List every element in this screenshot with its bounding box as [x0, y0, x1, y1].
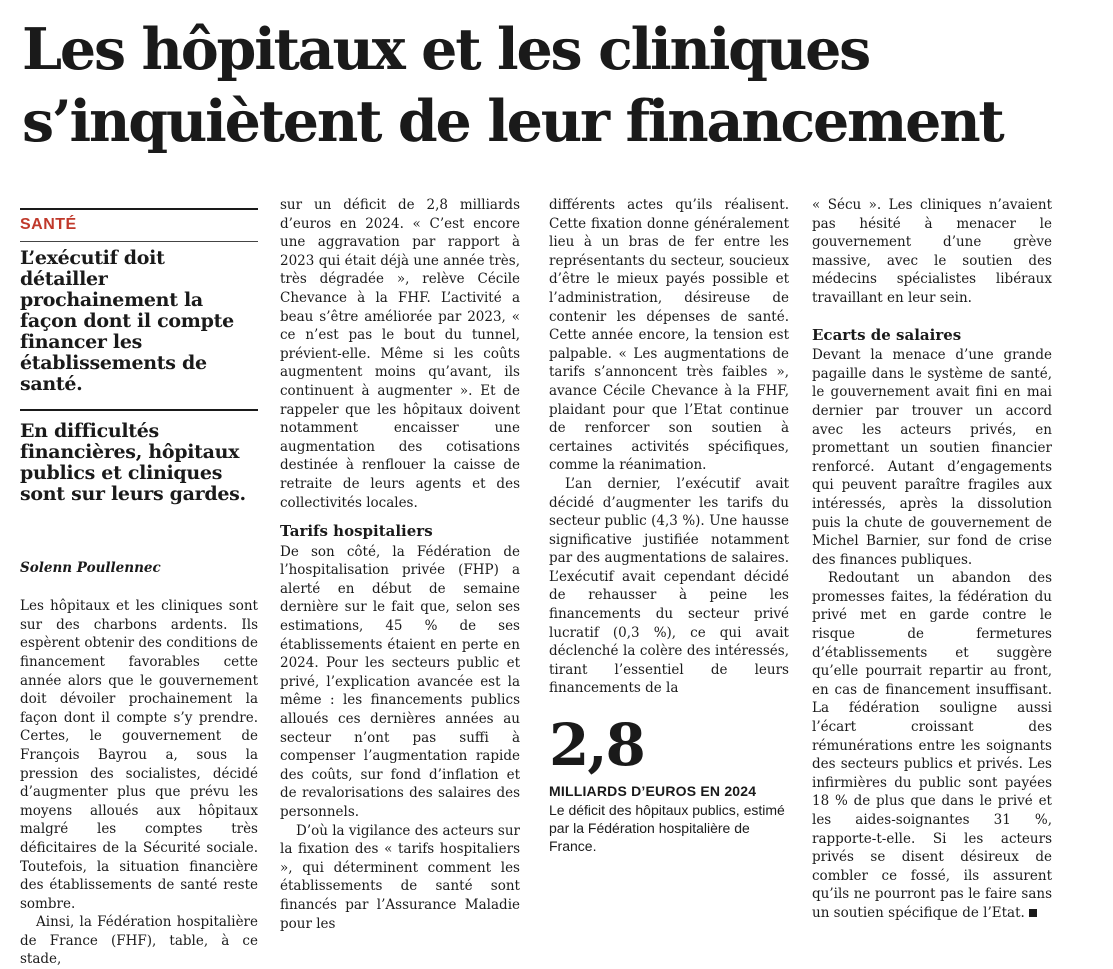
- key-figure-number: 2,8: [549, 711, 644, 780]
- headline-line-1: Les hôpitaux et les cliniques: [22, 16, 870, 83]
- body-paragraph: D’où la vigilance des acteurs sur la fixation des « tarifs hospitaliers », qui déterminent comment les établissements de santé sont financés par l’Assurance Maladie pour les: [280, 822, 521, 932]
- rubric-bottom-rule: [20, 241, 258, 242]
- key-figure-box: [549, 711, 789, 855]
- body-paragraph: sur un déficit de 2,8 milliards d’euros en 2024. « C’est encore une aggravation par rapport à 2023 qui était déjà une année très, très dégradée », relève Cécile Chevance à la FHF. L’activité a beau s’être améliorée par 2023, « ce n’est pas le bout du tunnel, prévient-elle. Même si les coûts augmentent moins qu’avant, ils continuent à augmenter ». Et de rappeler que les hôpitaux doivent notamment encaisser une augmentation des cotisations destinée à renflouer la caisse de retraite de leurs agents et des collectivités locales.: [280, 197, 520, 511]
- key-figure-label: MILLIARDS D’EUROS EN 2024: [549, 783, 757, 800]
- column-3: [549, 196, 789, 855]
- column-1: [20, 198, 258, 969]
- final-paragraph-text: Redoutant un abandon des promesses faites, la fédération du privé met en garde contre le risque de fermetures d’établissements et suggère qu’elle pourrait repartir au front, en cas de financement insuffisant. La fédération souligne aussi l’écart croissant des rémunérations entre les soignants des secteurs publics et privés. Les infirmières du public sont payées 18 % de plus que dans le privé et les aides-soignantes 31 %, rapporte-t-elle. Si les acteurs privés se disent désireux de combler ce fossé, ils assurent qu’ils ne pourront pas le faire sans un soutien spécifique de l’Etat.: [812, 570, 1052, 921]
- rubric-label: SANTÉ: [20, 216, 77, 233]
- body-paragraph-final: [812, 569, 1052, 922]
- body-paragraph: Ainsi, la Fédération hospitalière de France (FHF), table, à ce stade,: [20, 914, 258, 968]
- body-paragraph: L’an dernier, l’exécutif avait décidé d’augmenter les tarifs du secteur public (4,3 %). Une hausse significative justifiée notamment par des augmentations de salaires. L’exécutif avait cependant décidé de rehausser à peine les financements du secteur privé lucratif (0,3 %), ce qui avait déclenché la colère des intéressés, tirant l’essentiel de leurs financements de la: [549, 475, 789, 697]
- article-headline: [22, 14, 1102, 158]
- end-of-article-mark: [1029, 909, 1037, 917]
- key-figure-caption: Le déficit des hôpitaux publics, estimé par la Fédération hospitalière de France.: [549, 801, 785, 854]
- column-2: [280, 196, 520, 933]
- body-paragraph: De son côté, la Fédération de l’hospitalisation privée (FHP) a alerté en début de semaine dernière sur le fait que, selon ses estimations, 45 % de ses établissements étaient en perte en 2024. Pour les secteurs public et privé, l’explication avancée est la même : les financements publics alloués ces dernières années au secteur n’ont pas suffi à compenser l’augmentation rapide des coûts, sur fond d’inflation et de revalorisations des salaires des personnels.: [280, 543, 520, 820]
- body-paragraph: « Sécu ». Les cliniques n’avaient pas hésité à menacer le gouvernement d’une grève massive, avec le soutien des médecins spécialistes libéraux travaillant en leur sein.: [812, 197, 1052, 306]
- body-paragraph: Les hôpitaux et les cliniques sont sur des charbons ardents. Ils espèrent obtenir des conditions de financement favorables cette année alors que le gouvernement doit dévoiler prochainement la façon dont il compte s’y prendre. Certes, le gouvernement de François Bayrou a, sous la pression des socialistes, décidé d’augmenter plus que prévu les moyens alloués aux hôpitaux malgré les comptes très déficitaires de la Sécurité sociale. Toutefois, la situation financière des établissements de santé reste sombre.: [20, 598, 258, 912]
- column-4: [812, 196, 1052, 923]
- secondary-lead: En difficultés financières, hôpitaux publics et cliniques sont sur leurs gardes.: [20, 419, 246, 505]
- body-paragraph: Devant la menace d’une grande pagaille dans le système de santé, le gouvernement avait fini en mai dernier par trouver un accord avec les acteurs privés, en promettant un soutien financier renforcé. Autant d’engagements qui peuvent paraître fragiles aux intéressés, après la dissolution puis la chute de gouvernement de Michel Barnier, sur fond de crise des finances publiques.: [812, 347, 1052, 568]
- lead-paragraph: L’exécutif doit détailler prochainement la façon dont il compte financer les établissements de santé.: [20, 246, 234, 395]
- subheading-ecarts: Ecarts de salaires: [812, 325, 962, 344]
- author-byline: Solenn Poullennec: [20, 559, 161, 576]
- headline-line-2: s’inquiètent de leur financement: [22, 88, 1003, 155]
- body-paragraph: différents actes qu’ils réalisent. Cette fixation donne généralement lieu à un bras de fer entre les représentants du secteur, soucieux d’être le mieux payés possible et l’administration, désireuse de contenir les dépenses de santé. Cette année encore, la tension est palpable. « Les augmentations de tarifs s’annoncent très faibles », avance Cécile Chevance à la FHF, plaidant pour que l’Etat continue de renforcer son soutien à certaines activités spécifiques, comme la réanimation.: [549, 197, 789, 474]
- lead-divider: [20, 409, 258, 411]
- subheading-tarifs: Tarifs hospitaliers: [280, 522, 433, 541]
